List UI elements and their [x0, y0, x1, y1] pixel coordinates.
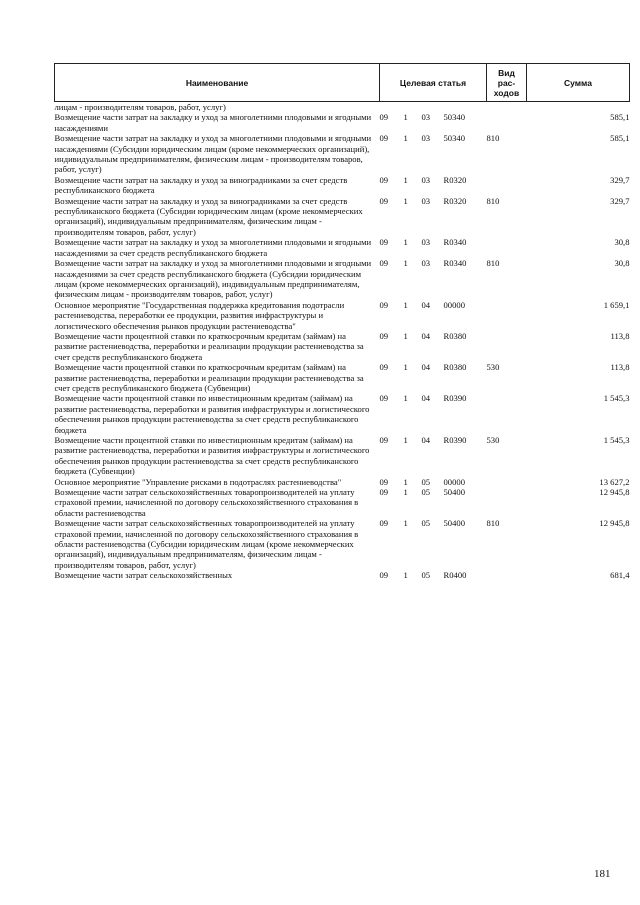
row-name-cell: Возмещение части затрат сельскохозяйственных — [54, 570, 233, 581]
row-program-code — [380, 102, 404, 113]
row-direction-code: R0390 — [443, 435, 467, 445]
table-row — [55, 133, 630, 175]
row-event-code: 05 — [421, 570, 431, 581]
row-program-code: 09 — [379, 174, 389, 185]
row-direction-code: 50340 — [443, 112, 465, 123]
row-event-code: 03 — [421, 112, 431, 123]
row-subprogram-code: 1 — [403, 393, 408, 404]
row-name-cell: лицам - производителям товаров, работ, услуг) — [54, 102, 226, 112]
row-program-code: 09 — [379, 112, 389, 123]
row-sum: 12 945,8 — [599, 518, 630, 529]
budget-table — [54, 63, 630, 581]
row-event-code: 04 — [421, 330, 431, 341]
row-expense-type — [487, 393, 527, 435]
row-name-cell: Возмещение части процентной ставки по краткосрочным кредитам (займам) на развитие растениеводства, переработки и реализации продукции растениеводства за счет средств республиканского бюджета — [54, 330, 364, 362]
row-sum: 681,4 — [610, 570, 630, 581]
row-event-code: 03 — [421, 237, 431, 248]
row-direction-code: 00000 — [443, 299, 465, 310]
row-expense-type: 810 — [486, 195, 500, 206]
row-name-cell: Возмещение части процентной ставки по краткосрочным кредитам (займам) на развитие растениеводства, переработки и реализации продукции растениеводства за счет средств республиканского бюджета (Субвенции) — [54, 362, 364, 393]
row-name-cell: Возмещение части процентной ставки по инвестиционным кредитам (займам) на развитие растениеводства, переработки и развития инфраструктуры и логистического обеспечения рынков продукции растениеводства за счет средств республиканского бюджета (Субвенции) — [54, 435, 370, 477]
row-direction-code: R0340 — [443, 237, 467, 248]
row-event-code: 03 — [421, 174, 431, 185]
row-event-code: 03 — [421, 195, 431, 206]
row-expense-type: 810 — [486, 258, 500, 269]
table-row — [55, 237, 630, 258]
row-subprogram-code: 1 — [403, 518, 408, 529]
row-sum: 329,7 — [610, 195, 630, 206]
row-direction-code: 50400 — [443, 487, 465, 498]
row-subprogram-code: 1 — [403, 174, 408, 185]
row-subprogram-code: 1 — [403, 570, 408, 581]
table-row — [55, 393, 630, 435]
row-event-code: 04 — [421, 393, 431, 404]
table-body — [55, 102, 630, 581]
row-sum: 30,8 — [614, 258, 630, 269]
table-row — [55, 518, 630, 570]
row-expense-type — [487, 487, 527, 518]
row-name-cell: Основное мероприятие "Управление рисками в подотраслях растениеводства" — [54, 476, 342, 487]
row-expense-type — [487, 477, 527, 487]
table-row — [55, 362, 630, 393]
row-direction-code: 50400 — [443, 518, 465, 529]
row-program-code: 09 — [379, 393, 389, 404]
row-sum: 1 659,1 — [603, 299, 630, 310]
row-subprogram-code: 1 — [403, 133, 408, 144]
row-subprogram-code: 1 — [403, 330, 408, 341]
row-sum: 113,8 — [610, 330, 630, 341]
row-sum: 1 545,3 — [603, 435, 630, 445]
table-row — [55, 570, 630, 580]
row-subprogram-code: 1 — [403, 299, 408, 310]
row-expense-type — [487, 331, 527, 362]
row-subprogram-code: 1 — [403, 487, 408, 498]
row-program-code: 09 — [379, 362, 389, 373]
row-event-code: 03 — [421, 258, 431, 269]
row-name-cell: Возмещение части затрат на закладку и уход за многолетними плодовыми и ягодными насаждениями за счет средств республиканского бюджета — [54, 237, 372, 258]
table-row — [55, 487, 630, 518]
table-row — [55, 102, 630, 113]
row-program-code: 09 — [379, 258, 389, 269]
row-direction-code: R0320 — [443, 174, 467, 185]
row-direction-code — [444, 102, 487, 113]
row-sum: 113,8 — [610, 362, 630, 373]
row-event-code: 04 — [421, 299, 431, 310]
row-event-code: 04 — [421, 362, 431, 373]
row-event-code: 03 — [421, 133, 431, 144]
row-expense-type — [487, 102, 527, 113]
header-name: Наименование — [55, 64, 380, 102]
row-program-code: 09 — [379, 133, 389, 144]
row-event-code: 05 — [421, 476, 431, 487]
row-expense-type — [487, 570, 527, 580]
row-direction-code: R0340 — [443, 258, 467, 269]
row-sum — [527, 102, 630, 113]
row-name-cell: Возмещение части затрат на закладку и уход за многолетними плодовыми и ягодными насаждениями — [54, 112, 372, 133]
row-name-cell: Возмещение части процентной ставки по инвестиционным кредитам (займам) на развитие растениеводства, переработки и развития инфраструктуры и логистического обеспечения рынков продукции растениеводства за счет средств республиканского бюджета — [54, 393, 370, 435]
page-number: 181 — [594, 868, 611, 880]
row-subprogram-code: 1 — [403, 112, 408, 123]
row-program-code: 09 — [379, 476, 389, 487]
row-direction-code: R0390 — [443, 393, 467, 404]
row-event-code: 04 — [421, 435, 431, 445]
row-program-code: 09 — [379, 518, 389, 529]
row-name-cell: Возмещение части затрат на закладку и уход за многолетними плодовыми и ягодными насаждениями (Субсидии юридическим лицам (кроме некоммерческих организаций), индивидуальным предпринимателям, физическим лицам - производителям товаров, работ, услуг) — [54, 133, 372, 175]
row-sum: 13 627,2 — [599, 476, 630, 487]
row-expense-type: 530 — [486, 362, 500, 373]
row-direction-code: 50340 — [443, 133, 465, 144]
row-event-code: 05 — [421, 487, 431, 498]
row-name-cell: Возмещение части затрат сельскохозяйственных товаропроизводителей на уплату страховой премии, начисленной по договору сельскохозяйственного страхования в области растениеводства — [54, 487, 359, 518]
table-row — [55, 477, 630, 487]
row-subprogram-code: 1 — [403, 435, 408, 445]
header-target-article: Целевая статья — [380, 64, 487, 102]
table-row — [55, 175, 630, 196]
table-row — [55, 331, 630, 362]
row-name-cell: Основное мероприятие "Государственная поддержка кредитования подотрасли растениеводства, переработки ее продукции, развития инфраструктуры и логистического обеспечения рынков продукции растениеводства" — [54, 299, 345, 331]
row-direction-code: R0320 — [443, 195, 467, 206]
row-event-code: 05 — [421, 518, 431, 529]
row-sum: 30,8 — [614, 237, 630, 248]
row-name-cell: Возмещение части затрат на закладку и уход за многолетними плодовыми и ягодными насаждениями за счет средств республиканского бюджета (Субсидии юридическим лицам (кроме некоммерческих организаций), индивидуальным предпринимателям, физическим лицам - производителям товаров, работ, услуг) — [54, 258, 372, 300]
table-row — [55, 112, 630, 133]
row-sum: 585,1 — [610, 133, 630, 144]
row-sum: 329,7 — [610, 174, 630, 185]
table-row — [55, 258, 630, 300]
row-subprogram-code: 1 — [403, 362, 408, 373]
row-expense-type — [487, 237, 527, 258]
row-program-code: 09 — [379, 330, 389, 341]
table-header-row — [55, 64, 630, 102]
row-name-cell: Возмещение части затрат на закладку и уход за виноградниками за счет средств республиканского бюджета — [54, 174, 348, 196]
row-program-code: 09 — [379, 487, 389, 498]
row-expense-type: 810 — [486, 133, 500, 144]
row-sum: 1 545,3 — [603, 393, 630, 404]
row-expense-type — [487, 175, 527, 196]
row-program-code: 09 — [379, 435, 389, 445]
row-program-code: 09 — [379, 570, 389, 581]
row-program-code: 09 — [379, 237, 389, 248]
table-row — [55, 435, 630, 477]
row-subprogram-code — [404, 102, 422, 113]
row-expense-type: 530 — [486, 435, 500, 445]
row-direction-code: R0380 — [443, 362, 467, 373]
row-sum: 12 945,8 — [599, 487, 630, 498]
table-row — [55, 196, 630, 238]
row-direction-code: R0380 — [443, 330, 467, 341]
row-name-cell: Возмещение части затрат на закладку и уход за виноградниками за счет средств республиканского бюджета (Субсидии юридическим лицам (кроме некоммерческих организаций), индивидуальным предпринимателям, физическим лицам - производителям товаров, работ, услуг) — [54, 195, 363, 237]
row-direction-code: R0400 — [443, 570, 467, 581]
row-subprogram-code: 1 — [403, 476, 408, 487]
row-subprogram-code: 1 — [403, 237, 408, 248]
row-program-code: 09 — [379, 299, 389, 310]
header-expense-type: Вид рас- ходов — [487, 64, 527, 102]
row-expense-type: 810 — [486, 518, 500, 529]
row-program-code: 09 — [379, 195, 389, 206]
row-subprogram-code: 1 — [403, 258, 408, 269]
row-expense-type — [487, 300, 527, 331]
row-sum: 585,1 — [610, 112, 630, 123]
row-event-code — [422, 102, 444, 113]
row-direction-code: 00000 — [443, 476, 465, 487]
row-expense-type — [487, 112, 527, 133]
table-row — [55, 300, 630, 331]
row-name-cell: Возмещение части затрат сельскохозяйственных товаропроизводителей на уплату страховой премии, начисленной по договору сельскохозяйственного страхования в области растениеводства (Субсидии юридическим лицам (кроме некоммерческих организаций), индивидуальным предпринимателям, физическим лицам - производителям товаров, работ, услуг) — [54, 518, 359, 570]
row-subprogram-code: 1 — [403, 195, 408, 206]
header-sum: Сумма — [527, 64, 630, 102]
